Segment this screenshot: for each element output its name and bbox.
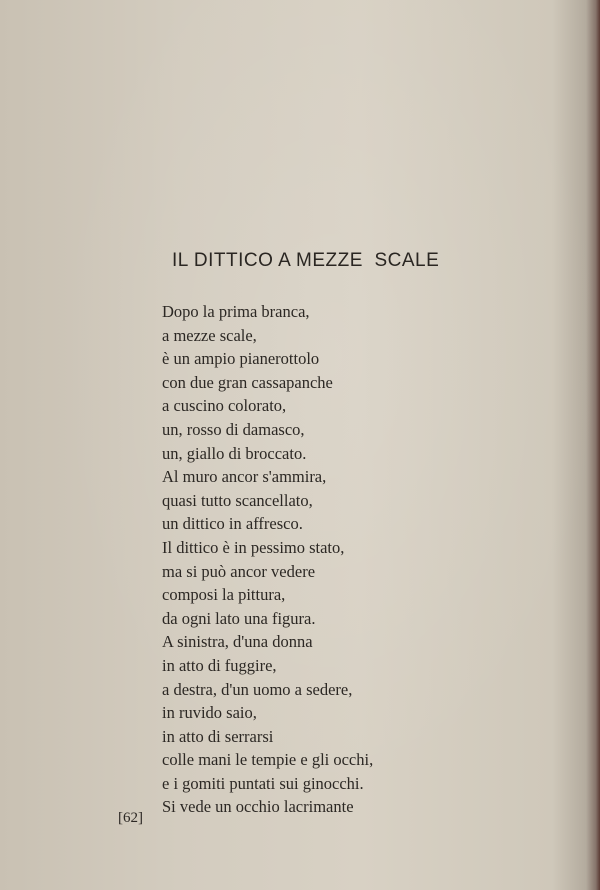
poem-line: a cuscino colorato,: [162, 396, 287, 416]
poem-line: da ogni lato una figura.: [162, 608, 316, 628]
poem-line: composi la pittura,: [162, 585, 286, 605]
poem-line: ma si può ancor vedere: [162, 561, 316, 581]
poem-line: Al muro ancor s'ammira,: [162, 467, 327, 487]
poem-line: e i gomiti puntati sui ginocchi.: [162, 773, 364, 793]
poem-line: A sinistra, d'una donna: [162, 632, 313, 652]
poem-line: quasi tutto scancellato,: [162, 490, 313, 510]
poem-line: a destra, d'un uomo a sedere,: [162, 679, 353, 699]
poem-line: in atto di serrarsi: [162, 726, 274, 746]
poem-line: un, giallo di broccato.: [162, 443, 307, 463]
poem-line: con due gran cassapanche: [162, 372, 333, 392]
page-number: [62]: [118, 810, 143, 826]
poem-line: Dopo la prima branca,: [162, 302, 310, 321]
poem-line: colle mani le tempie e gli occhi,: [162, 750, 374, 770]
poem-line: un, rosso di damasco,: [162, 419, 305, 439]
poem-title: IL DITTICO A MEZZE SCALE: [172, 250, 440, 271]
poem-line: in ruvido saio,: [162, 703, 257, 723]
page-edge: [586, 0, 600, 890]
poem-line: Si vede un occhio lacrimante: [162, 797, 354, 817]
poem-line: un dittico in affresco.: [162, 514, 303, 534]
poem-line: Il dittico è in pessimo stato,: [162, 537, 345, 557]
poem-line: è un ampio pianerottolo: [162, 349, 320, 369]
poem-line: a mezze scale,: [162, 325, 257, 345]
poem-body: [162, 300, 373, 819]
poem-line: in atto di fuggire,: [162, 655, 277, 675]
